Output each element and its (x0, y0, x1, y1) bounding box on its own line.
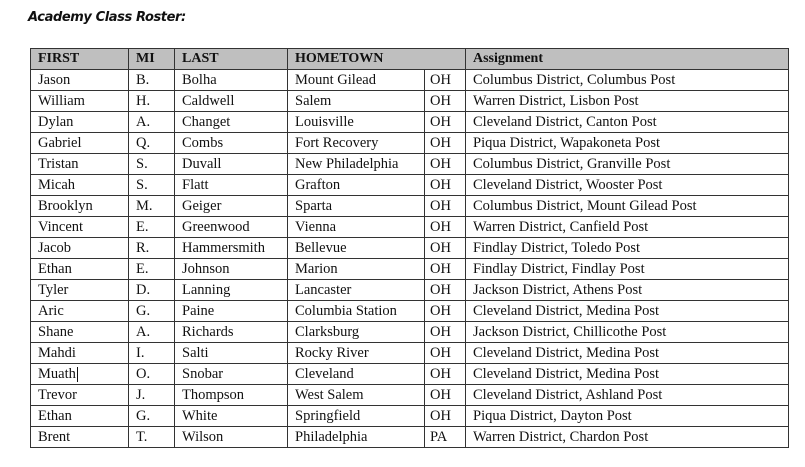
column-header-assignment: Assignment (466, 49, 789, 70)
cell-last-text: Bolha (182, 72, 217, 88)
cell-assignment[interactable] (466, 175, 789, 196)
cell-hometown[interactable] (288, 91, 425, 112)
cell-state[interactable] (425, 133, 466, 154)
cell-mi-text: J. (136, 387, 146, 403)
cell-assignment-text: Findlay District, Findlay Post (473, 261, 645, 277)
cell-last[interactable] (175, 301, 288, 322)
cell-mi-text: Q. (136, 135, 151, 151)
cell-assignment-text: Jackson District, Athens Post (473, 282, 643, 298)
cell-hometown[interactable] (288, 196, 425, 217)
cell-state-text: OH (430, 177, 451, 193)
cell-last-text: Lanning (182, 282, 231, 298)
cell-first[interactable] (31, 70, 129, 91)
cell-mi-text: I. (136, 345, 145, 361)
cell-mi[interactable] (129, 364, 175, 385)
cell-first[interactable] (31, 427, 129, 448)
cell-state-text: OH (430, 135, 451, 151)
cell-hometown-text: Salem (295, 93, 332, 109)
cell-state-text: OH (430, 303, 451, 319)
table-row (31, 301, 789, 322)
cell-assignment-text: Columbus District, Granville Post (473, 156, 671, 172)
cell-mi-text: R. (136, 240, 150, 256)
cell-state[interactable] (425, 238, 466, 259)
cell-mi-text: E. (136, 219, 149, 235)
column-header-first: FIRST (31, 49, 129, 70)
cell-hometown[interactable] (288, 385, 425, 406)
cell-mi-text: S. (136, 177, 148, 193)
text-cursor (77, 367, 78, 382)
cell-state-text: OH (430, 366, 451, 382)
cell-first[interactable] (31, 175, 129, 196)
cell-mi-text: O. (136, 366, 151, 382)
cell-first[interactable] (31, 301, 129, 322)
cell-first[interactable] (31, 238, 129, 259)
cell-mi-text: A. (136, 114, 151, 130)
cell-first-text: Brooklyn (38, 198, 93, 214)
roster-table (30, 48, 789, 448)
cell-last[interactable] (175, 364, 288, 385)
cell-last-text: Salti (182, 345, 209, 361)
cell-hometown-text: Clarksburg (295, 324, 360, 340)
cell-mi[interactable] (129, 406, 175, 427)
cell-state-text: OH (430, 93, 451, 109)
cell-assignment-text: Warren District, Canfield Post (473, 219, 649, 235)
cell-mi[interactable] (129, 280, 175, 301)
cell-first[interactable] (31, 385, 129, 406)
cell-hometown[interactable] (288, 133, 425, 154)
cell-state-text: OH (430, 72, 451, 88)
cell-last[interactable] (175, 91, 288, 112)
cell-last-text: Snobar (182, 366, 224, 382)
cell-state-text: OH (430, 282, 451, 298)
cell-state[interactable] (425, 175, 466, 196)
table-row (31, 70, 789, 91)
table-row (31, 280, 789, 301)
cell-mi-text: D. (136, 282, 151, 298)
cell-mi[interactable] (129, 196, 175, 217)
cell-first-text: Tristan (38, 156, 79, 172)
cell-last-text: Combs (182, 135, 224, 151)
cell-hometown-text: Sparta (295, 198, 333, 214)
cell-state[interactable] (425, 217, 466, 238)
cell-hometown[interactable] (288, 259, 425, 280)
cell-mi[interactable] (129, 238, 175, 259)
cell-hometown-text: Grafton (295, 177, 341, 193)
table-row (31, 196, 789, 217)
column-header-mi: MI (129, 49, 175, 70)
cell-first[interactable] (31, 133, 129, 154)
cell-last[interactable] (175, 70, 288, 91)
cell-first[interactable] (31, 112, 129, 133)
cell-mi[interactable] (129, 154, 175, 175)
cell-state-text: OH (430, 198, 451, 214)
roster-body (31, 70, 789, 448)
cell-mi-text: T. (136, 429, 148, 445)
cell-state-text: OH (430, 324, 451, 340)
cell-hometown-text: Cleveland (295, 366, 354, 382)
cell-state[interactable] (425, 259, 466, 280)
cell-last[interactable] (175, 343, 288, 364)
cell-hometown-text: Rocky River (295, 345, 369, 361)
cell-state-text: OH (430, 261, 451, 277)
cell-hometown-text: West Salem (295, 387, 364, 403)
cell-assignment[interactable] (466, 91, 789, 112)
cell-state[interactable] (425, 322, 466, 343)
cell-last[interactable] (175, 385, 288, 406)
cell-state[interactable] (425, 91, 466, 112)
cell-hometown[interactable] (288, 301, 425, 322)
cell-state[interactable] (425, 280, 466, 301)
cell-assignment-text: Warren District, Chardon Post (473, 429, 649, 445)
cell-hometown-text: Bellevue (295, 240, 347, 256)
cell-last-text: Changet (182, 114, 231, 130)
cell-mi[interactable] (129, 343, 175, 364)
cell-last[interactable] (175, 322, 288, 343)
cell-last-text: Johnson (182, 261, 230, 277)
cell-state[interactable] (425, 427, 466, 448)
cell-mi[interactable] (129, 217, 175, 238)
cell-first[interactable] (31, 91, 129, 112)
cell-mi-text: S. (136, 156, 148, 172)
cell-hometown[interactable] (288, 364, 425, 385)
cell-state[interactable] (425, 154, 466, 175)
cell-first-text: Dylan (38, 114, 74, 130)
cell-state-text: OH (430, 219, 451, 235)
cell-mi-text: A. (136, 324, 151, 340)
cell-mi-text: H. (136, 93, 151, 109)
cell-last-text: Geiger (182, 198, 222, 214)
cell-last[interactable] (175, 133, 288, 154)
cell-assignment[interactable] (466, 70, 789, 91)
cell-hometown-text: Vienna (295, 219, 337, 235)
table-row (31, 385, 789, 406)
cell-assignment-text: Cleveland District, Medina Post (473, 345, 660, 361)
cell-last-text: White (182, 408, 218, 424)
cell-assignment-text: Findlay District, Toledo Post (473, 240, 641, 256)
cell-first[interactable] (31, 406, 129, 427)
cell-last-text: Flatt (182, 177, 209, 193)
cell-state-text: OH (430, 345, 451, 361)
cell-assignment-text: Cleveland District, Medina Post (473, 303, 660, 319)
cell-assignment[interactable] (466, 154, 789, 175)
cell-last[interactable] (175, 406, 288, 427)
cell-first-text: Muath (38, 366, 76, 382)
cell-state[interactable] (425, 196, 466, 217)
cell-assignment[interactable] (466, 364, 789, 385)
cell-mi-text: B. (136, 72, 150, 88)
table-row (31, 259, 789, 280)
cell-hometown[interactable] (288, 280, 425, 301)
cell-last[interactable] (175, 175, 288, 196)
cell-hometown-text: Louisville (295, 114, 354, 130)
cell-last-text: Caldwell (182, 93, 235, 109)
cell-hometown[interactable] (288, 112, 425, 133)
table-row (31, 238, 789, 259)
cell-first-text: Aric (38, 303, 64, 319)
cell-assignment[interactable] (466, 301, 789, 322)
cell-assignment-text: Cleveland District, Canton Post (473, 114, 657, 130)
cell-hometown-text: Lancaster (295, 282, 352, 298)
cell-last-text: Wilson (182, 429, 224, 445)
cell-first-text: Ethan (38, 261, 72, 277)
page-title: Academy Class Roster: (28, 10, 186, 25)
cell-first[interactable] (31, 322, 129, 343)
table-row (31, 364, 789, 385)
cell-last[interactable] (175, 280, 288, 301)
cell-first-text: Tyler (38, 282, 69, 298)
cell-hometown[interactable] (288, 70, 425, 91)
cell-assignment[interactable] (466, 133, 789, 154)
cell-state[interactable] (425, 70, 466, 91)
cell-mi[interactable] (129, 301, 175, 322)
cell-first-text: Ethan (38, 408, 72, 424)
cell-assignment[interactable] (466, 238, 789, 259)
cell-last[interactable] (175, 238, 288, 259)
table-row (31, 112, 789, 133)
cell-state-text: OH (430, 408, 451, 424)
cell-last-text: Thompson (182, 387, 245, 403)
cell-first-text: Jason (38, 72, 71, 88)
cell-state[interactable] (425, 364, 466, 385)
column-header-last: LAST (175, 49, 288, 70)
cell-assignment-text: Jackson District, Chillicothe Post (473, 324, 667, 340)
cell-state[interactable] (425, 112, 466, 133)
cell-hometown[interactable] (288, 406, 425, 427)
cell-mi-text: G. (136, 303, 151, 319)
cell-assignment-text: Columbus District, Mount Gilead Post (473, 198, 697, 214)
cell-last-text: Paine (182, 303, 215, 319)
cell-hometown-text: Fort Recovery (295, 135, 379, 151)
cell-last[interactable] (175, 154, 288, 175)
cell-mi-text: G. (136, 408, 151, 424)
cell-hometown[interactable] (288, 238, 425, 259)
cell-first-text: Vincent (38, 219, 84, 235)
cell-first[interactable] (31, 343, 129, 364)
cell-hometown-text: Philadelphia (295, 429, 368, 445)
cell-assignment[interactable] (466, 385, 789, 406)
cell-state[interactable] (425, 301, 466, 322)
cell-first-text: William (38, 93, 85, 109)
cell-state[interactable] (425, 385, 466, 406)
cell-last-text: Greenwood (182, 219, 250, 235)
table-row (31, 91, 789, 112)
cell-mi[interactable] (129, 112, 175, 133)
cell-first[interactable] (31, 280, 129, 301)
cell-first-text: Trevor (38, 387, 77, 403)
cell-assignment[interactable] (466, 427, 789, 448)
cell-hometown-text: Marion (295, 261, 338, 277)
cell-hometown[interactable] (288, 175, 425, 196)
table-row (31, 133, 789, 154)
cell-assignment-text: Piqua District, Wapakoneta Post (473, 135, 661, 151)
cell-first[interactable] (31, 259, 129, 280)
cell-mi-text: E. (136, 261, 149, 277)
cell-first-text: Shane (38, 324, 74, 340)
cell-hometown-text: Columbia Station (295, 303, 397, 319)
cell-last[interactable] (175, 112, 288, 133)
cell-last-text: Duvall (182, 156, 222, 172)
cell-state-text: OH (430, 114, 451, 130)
cell-assignment[interactable] (466, 112, 789, 133)
cell-assignment-text: Cleveland District, Medina Post (473, 366, 660, 382)
cell-first[interactable] (31, 364, 129, 385)
column-header-hometown: HOMETOWN (288, 49, 425, 70)
cell-mi[interactable] (129, 427, 175, 448)
table-row (31, 427, 789, 448)
cell-last[interactable] (175, 427, 288, 448)
cell-assignment[interactable] (466, 217, 789, 238)
cell-hometown[interactable] (288, 322, 425, 343)
cell-assignment-text: Warren District, Lisbon Post (473, 93, 639, 109)
cell-hometown-text: New Philadelphia (295, 156, 399, 172)
cell-assignment[interactable] (466, 343, 789, 364)
cell-state[interactable] (425, 406, 466, 427)
cell-hometown[interactable] (288, 154, 425, 175)
cell-first-text: Brent (38, 429, 71, 445)
cell-state-text: PA (430, 429, 448, 445)
cell-first-text: Mahdi (38, 345, 76, 361)
cell-state[interactable] (425, 343, 466, 364)
table-row (31, 175, 789, 196)
cell-assignment[interactable] (466, 196, 789, 217)
cell-last[interactable] (175, 196, 288, 217)
cell-assignment[interactable] (466, 280, 789, 301)
table-row (31, 343, 789, 364)
cell-first-text: Gabriel (38, 135, 82, 151)
cell-hometown-text: Mount Gilead (295, 72, 376, 88)
cell-first-text: Jacob (38, 240, 72, 256)
cell-assignment-text: Cleveland District, Ashland Post (473, 387, 663, 403)
table-row (31, 322, 789, 343)
cell-last[interactable] (175, 217, 288, 238)
table-header-row (31, 49, 789, 70)
cell-hometown[interactable] (288, 427, 425, 448)
cell-last-text: Richards (182, 324, 234, 340)
cell-state-text: OH (430, 387, 451, 403)
column-header-state (425, 49, 466, 70)
cell-first[interactable] (31, 154, 129, 175)
cell-assignment-text: Columbus District, Columbus Post (473, 72, 676, 88)
cell-mi[interactable] (129, 259, 175, 280)
cell-assignment-text: Piqua District, Dayton Post (473, 408, 632, 424)
cell-state-text: OH (430, 240, 451, 256)
cell-assignment[interactable] (466, 259, 789, 280)
cell-first[interactable] (31, 196, 129, 217)
cell-first-text: Micah (38, 177, 76, 193)
cell-last[interactable] (175, 259, 288, 280)
cell-mi-text: M. (136, 198, 153, 214)
cell-mi[interactable] (129, 70, 175, 91)
cell-assignment[interactable] (466, 322, 789, 343)
table-row (31, 217, 789, 238)
table-row (31, 406, 789, 427)
cell-mi[interactable] (129, 385, 175, 406)
cell-assignment-text: Cleveland District, Wooster Post (473, 177, 663, 193)
cell-mi[interactable] (129, 133, 175, 154)
cell-last-text: Hammersmith (182, 240, 265, 256)
cell-hometown-text: Springfield (295, 408, 361, 424)
cell-mi[interactable] (129, 322, 175, 343)
cell-assignment[interactable] (466, 406, 789, 427)
cell-state-text: OH (430, 156, 451, 172)
cell-mi[interactable] (129, 91, 175, 112)
cell-mi[interactable] (129, 175, 175, 196)
cell-hometown[interactable] (288, 343, 425, 364)
cell-hometown[interactable] (288, 217, 425, 238)
cell-first[interactable] (31, 217, 129, 238)
table-row (31, 154, 789, 175)
